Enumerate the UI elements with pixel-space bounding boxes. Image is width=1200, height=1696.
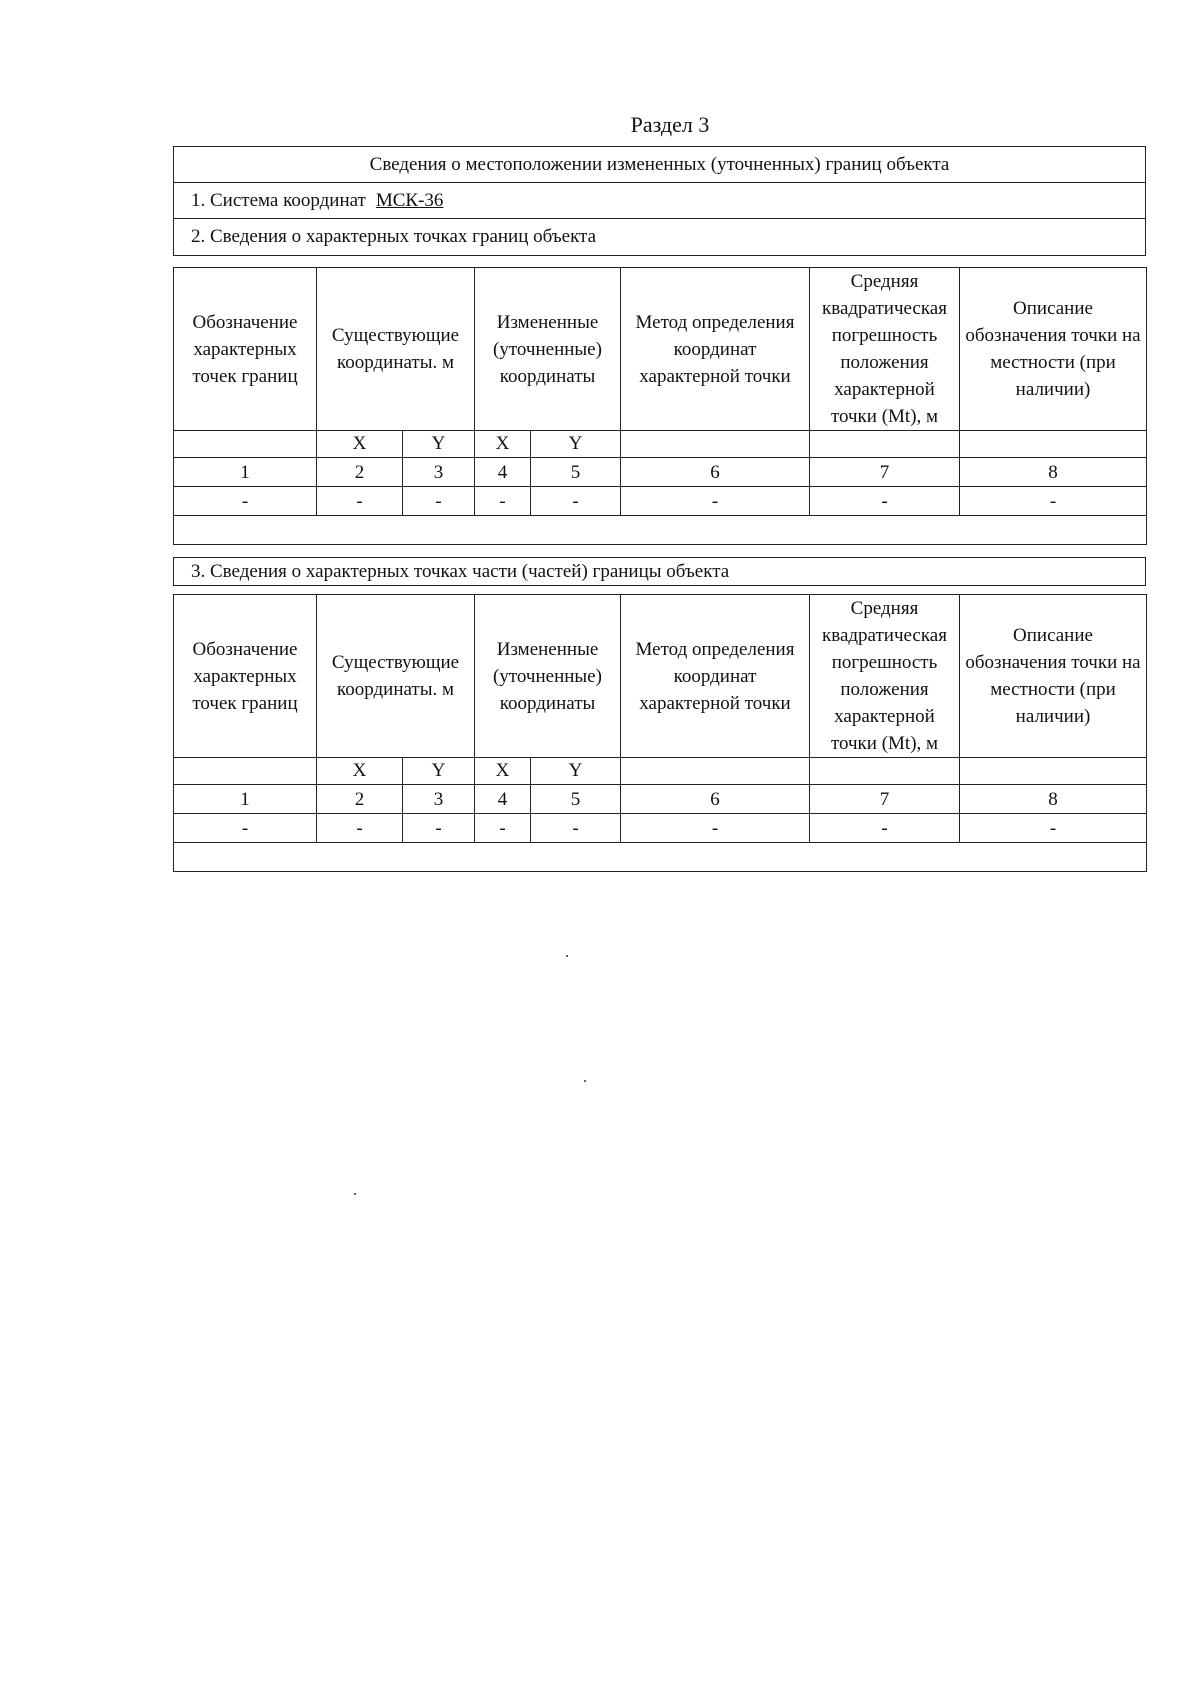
col-changed-header: Измененные (уточненные) координаты xyxy=(475,595,621,758)
blank-cell xyxy=(621,431,810,458)
changed-y-header: Y xyxy=(531,758,621,785)
blank-cell xyxy=(810,758,960,785)
table-cell: - xyxy=(403,814,475,843)
column-number-row xyxy=(174,458,1147,487)
table-cell: - xyxy=(531,487,621,516)
table-header-row xyxy=(174,268,1147,431)
scan-speck xyxy=(584,1080,586,1082)
section-2-title: 2. Сведения о характерных точках границ объекта xyxy=(191,226,597,247)
table-footer-row xyxy=(174,843,1147,872)
column-number: 4 xyxy=(475,458,531,487)
table-cell: - xyxy=(531,814,621,843)
column-number: 3 xyxy=(403,458,475,487)
table-cell: - xyxy=(960,487,1147,516)
column-number: 1 xyxy=(174,785,317,814)
column-number: 7 xyxy=(810,458,960,487)
col-method-header: Метод определения координат характерной точки xyxy=(621,268,810,431)
table-cell: - xyxy=(621,487,810,516)
col-error-header: Средняя квадратическая погрешность положения характерной точки (Mt), м xyxy=(810,268,960,431)
existing-x-header: X xyxy=(317,758,403,785)
table-row xyxy=(174,487,1147,516)
column-number: 8 xyxy=(960,458,1147,487)
col-designation-header: Обозначение характерных точек границ xyxy=(174,268,317,431)
boundary-points-table xyxy=(173,267,1147,545)
page-title: Раздел 3 xyxy=(630,112,710,137)
section-3-box xyxy=(173,557,1146,586)
section-3-title: 3. Сведения о характерных точках части (частей) границы объекта xyxy=(191,561,730,582)
scan-speck xyxy=(354,1193,356,1195)
col-error-header: Средняя квадратическая погрешность положения характерной точки (Mt), м xyxy=(810,595,960,758)
coordinate-system-label: 1. Система координат xyxy=(191,190,366,211)
column-number: 5 xyxy=(531,458,621,487)
column-number: 8 xyxy=(960,785,1147,814)
table-footer-row xyxy=(174,516,1147,545)
table-cell: - xyxy=(317,814,403,843)
xy-subheader-row xyxy=(174,758,1147,785)
column-number: 5 xyxy=(531,785,621,814)
existing-y-header: Y xyxy=(403,758,475,785)
blank-cell xyxy=(960,758,1147,785)
part-boundary-points-table xyxy=(173,594,1147,872)
column-number-row xyxy=(174,785,1147,814)
table-cell: - xyxy=(475,487,531,516)
table-row xyxy=(174,814,1147,843)
existing-y-header: Y xyxy=(403,431,475,458)
table-cell: - xyxy=(621,814,810,843)
coordinate-system-value: МСК-36 xyxy=(375,190,444,211)
column-number: 3 xyxy=(403,785,475,814)
column-number: 2 xyxy=(317,785,403,814)
table-cell: - xyxy=(810,487,960,516)
blank-cell xyxy=(621,758,810,785)
col-description-header: Описание обозначения точки на местности (при наличии) xyxy=(960,268,1147,431)
table-cell: - xyxy=(810,814,960,843)
xy-subheader-row xyxy=(174,431,1147,458)
col-designation-header: Обозначение характерных точек границ xyxy=(174,595,317,758)
scan-speck xyxy=(566,955,568,957)
column-number: 6 xyxy=(621,458,810,487)
table-cell: - xyxy=(403,487,475,516)
section-heading: Сведения о местоположении измененных (уточненных) границ объекта xyxy=(174,147,1145,183)
column-number: 4 xyxy=(475,785,531,814)
coordinate-system-row xyxy=(174,183,1145,219)
table-cell: - xyxy=(317,487,403,516)
blank-cell xyxy=(960,431,1147,458)
column-number: 7 xyxy=(810,785,960,814)
col-existing-header: Существующие координаты. м xyxy=(317,268,475,431)
changed-y-header: Y xyxy=(531,431,621,458)
col-existing-header: Существующие координаты. м xyxy=(317,595,475,758)
blank-cell xyxy=(810,431,960,458)
column-number: 6 xyxy=(621,785,810,814)
blank-cell xyxy=(174,431,317,458)
column-number: 1 xyxy=(174,458,317,487)
col-method-header: Метод определения координат характерной точки xyxy=(621,595,810,758)
section-header-box xyxy=(173,146,1146,256)
table-cell: - xyxy=(174,814,317,843)
col-changed-header: Измененные (уточненные) координаты xyxy=(475,268,621,431)
table-cell: - xyxy=(475,814,531,843)
empty-footer-cell xyxy=(174,516,1147,545)
blank-cell xyxy=(174,758,317,785)
table-cell: - xyxy=(960,814,1147,843)
changed-x-header: X xyxy=(475,431,531,458)
table-header-row xyxy=(174,595,1147,758)
col-description-header: Описание обозначения точки на местности (при наличии) xyxy=(960,595,1147,758)
changed-x-header: X xyxy=(475,758,531,785)
column-number: 2 xyxy=(317,458,403,487)
empty-footer-cell xyxy=(174,843,1147,872)
table-cell: - xyxy=(174,487,317,516)
existing-x-header: X xyxy=(317,431,403,458)
